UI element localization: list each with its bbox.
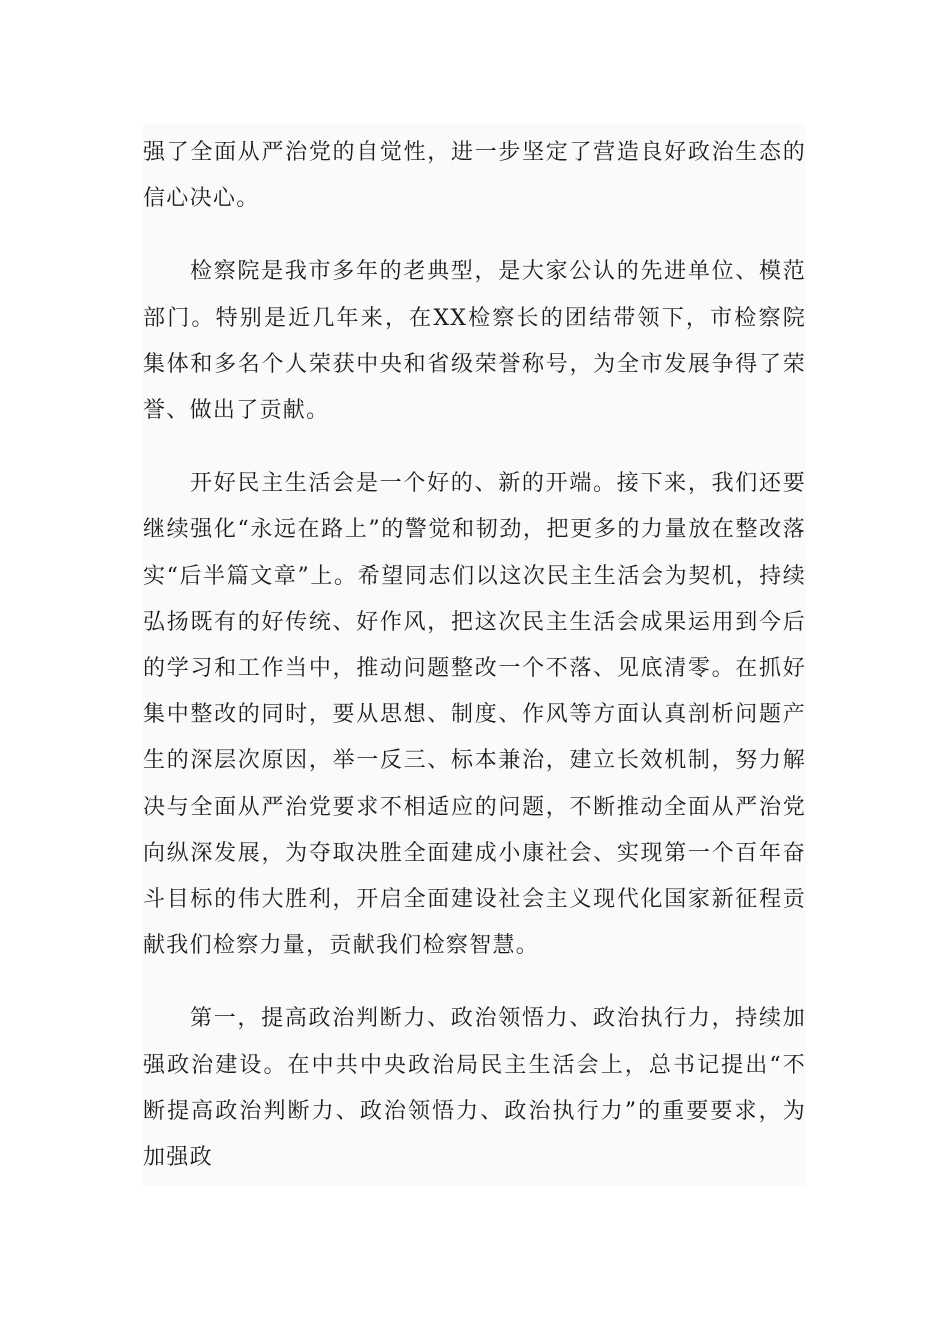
paragraph-first-point: 第一，提高政治判断力、政治领悟力、政治执行力，持续加强政治建设。在中共中央政治局民主生活会上，总书记提出“不断提高政治判断力、政治领悟力、政治执行力”的重要要求，为加强政: [143, 1006, 806, 1171]
document-page: [143, 124, 806, 1186]
paragraph-democratic-life-meeting: 开好民主生活会是一个好的、新的开端。接下来，我们还要继续强化“永远在路上”的警觉和韧劲，把更多的力量放在整改落实“后半篇文章”上。希望同志们以这次民主生活会为契机，持续弘扬既有的好传统、好作风，把这次民主生活会成果运用到今后的学习和工作当中，推动问题整改一个不落、见底清零。在抓好集中整改的同时，要从思想、制度、作风等方面认真剖析问题产生的深层次原因，举一反三、标本兼治，建立长效机制，努力解决与全面从严治党要求不相适应的问题，不断推动全面从严治党向纵深发展，为夺取决胜全面建成小康社会、实现第一个百年奋斗目标的伟大胜利，开启全面建设社会主义现代化国家新征程贡献我们检察力量，贡献我们检察智慧。: [143, 471, 806, 959]
paragraph-procuratorate: 检察院是我市多年的老典型，是大家公认的先进单位、模范部门。特别是近几年来，在XX检察长的团结带领下，市检察院集体和多名个人荣获中央和省级荣誉称号，为全市发展争得了荣誉、做出了贡献。: [143, 259, 806, 424]
paragraph-continued: 强了全面从严治党的自觉性，进一步坚定了营造良好政治生态的信心决心。: [143, 140, 806, 212]
document-text: [143, 130, 806, 1208]
